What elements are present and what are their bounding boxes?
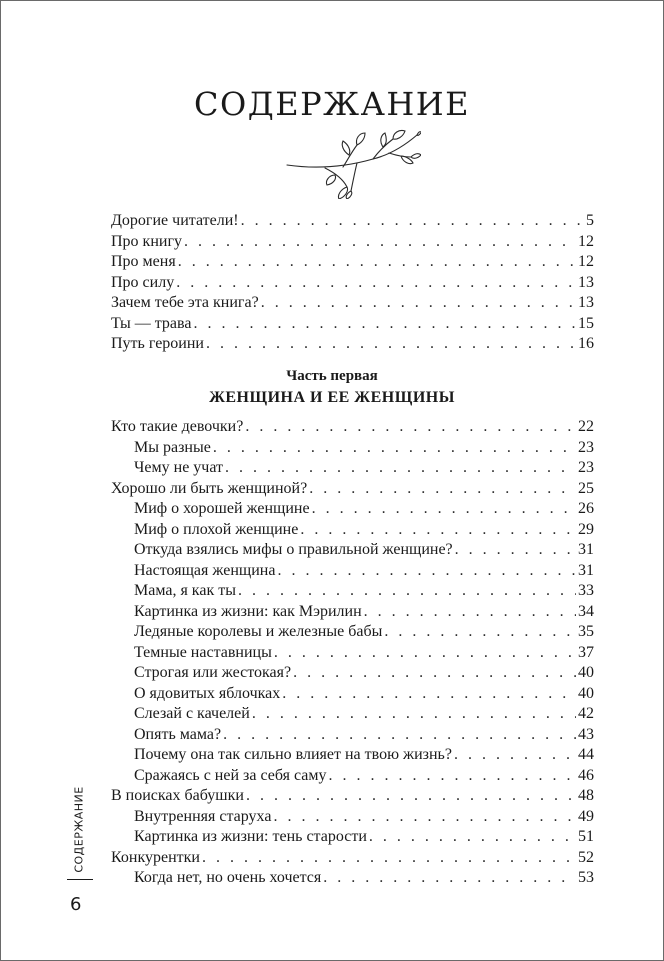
divider — [67, 879, 93, 880]
toc-subentry[interactable]: Сражаясь с ней за себя саму . . . 46 — [111, 766, 594, 787]
toc-subentry[interactable]: О ядовитых яблочках . . . 40 — [111, 684, 594, 705]
toc-subentry[interactable]: Миф о хорошей женщине . . . 26 — [111, 499, 594, 520]
toc-subentry[interactable]: Миф о плохой женщине . . . 29 — [111, 520, 594, 541]
running-header — [69, 783, 89, 883]
toc-entry[interactable]: Зачем тебе эта книга? . . . 13 — [111, 293, 594, 314]
toc-subentry[interactable]: Темные наставницы . . . 37 — [111, 643, 594, 664]
toc-entry[interactable]: Кто такие девочки? . . . 22 — [111, 417, 594, 438]
toc-intro — [111, 211, 594, 355]
toc-subentry[interactable]: Ледяные королевы и железные бабы . . . 35 — [111, 622, 594, 643]
toc-entry[interactable]: В поисках бабушки . . . 48 — [111, 786, 594, 807]
toc-entry[interactable]: Дорогие читатели! . . . 5 — [111, 211, 594, 232]
toc-subentry[interactable]: Откуда взялись мифы о правильной женщине? . . . 31 — [111, 540, 594, 561]
toc-subentry[interactable]: Мы разные . . . 23 — [111, 438, 594, 459]
toc-subentry[interactable]: Мама, я как ты . . . 33 — [111, 581, 594, 602]
toc-subentry[interactable]: Настоящая женщина . . . 31 — [111, 561, 594, 582]
toc-subentry[interactable]: Картинка из жизни: как Мэрилин . . . 34 — [111, 602, 594, 623]
toc-subentry[interactable]: Внутренняя старуха . . . 49 — [111, 807, 594, 828]
leaf-branch-icon — [285, 129, 421, 199]
toc-entry[interactable]: Про силу . . . 13 — [111, 273, 594, 294]
page-title: СОДЕРЖАНИЕ — [194, 85, 470, 123]
toc-part-one — [111, 417, 594, 889]
part-label: Часть первая — [286, 368, 378, 384]
toc-subentry[interactable]: Опять мама? . . . 43 — [111, 725, 594, 746]
toc-subentry[interactable]: Строгая или жестокая? . . . 40 — [111, 663, 594, 684]
toc-subentry[interactable]: Чему не учат . . . 23 — [111, 458, 594, 479]
toc-entry[interactable]: Хорошо ли быть женщиной? . . . 25 — [111, 479, 594, 500]
toc-subentry[interactable]: Картинка из жизни: тень старости . . . 51 — [111, 827, 594, 848]
toc-entry[interactable]: Про книгу . . . 12 — [111, 232, 594, 253]
toc-subentry[interactable]: Слезай с качелей . . . 42 — [111, 704, 594, 725]
toc-subentry[interactable]: Когда нет, но очень хочется . . . 53 — [111, 868, 594, 889]
running-header-text: СОДЕРЖАНИЕ — [72, 786, 86, 873]
toc-entry[interactable]: Конкурентки . . . 52 — [111, 848, 594, 869]
toc-subentry[interactable]: Почему она так сильно влияет на твою жизнь? . . . 44 — [111, 745, 594, 766]
toc-entry[interactable]: Ты — трава . . . 15 — [111, 314, 594, 335]
page-number: 6 — [70, 894, 82, 915]
toc-entry[interactable]: Путь героини . . . 16 — [111, 334, 594, 355]
toc-entry[interactable]: Про меня . . . 12 — [111, 252, 594, 273]
part-title: ЖЕНЩИНА И ЕЕ ЖЕНЩИНЫ — [209, 389, 455, 406]
